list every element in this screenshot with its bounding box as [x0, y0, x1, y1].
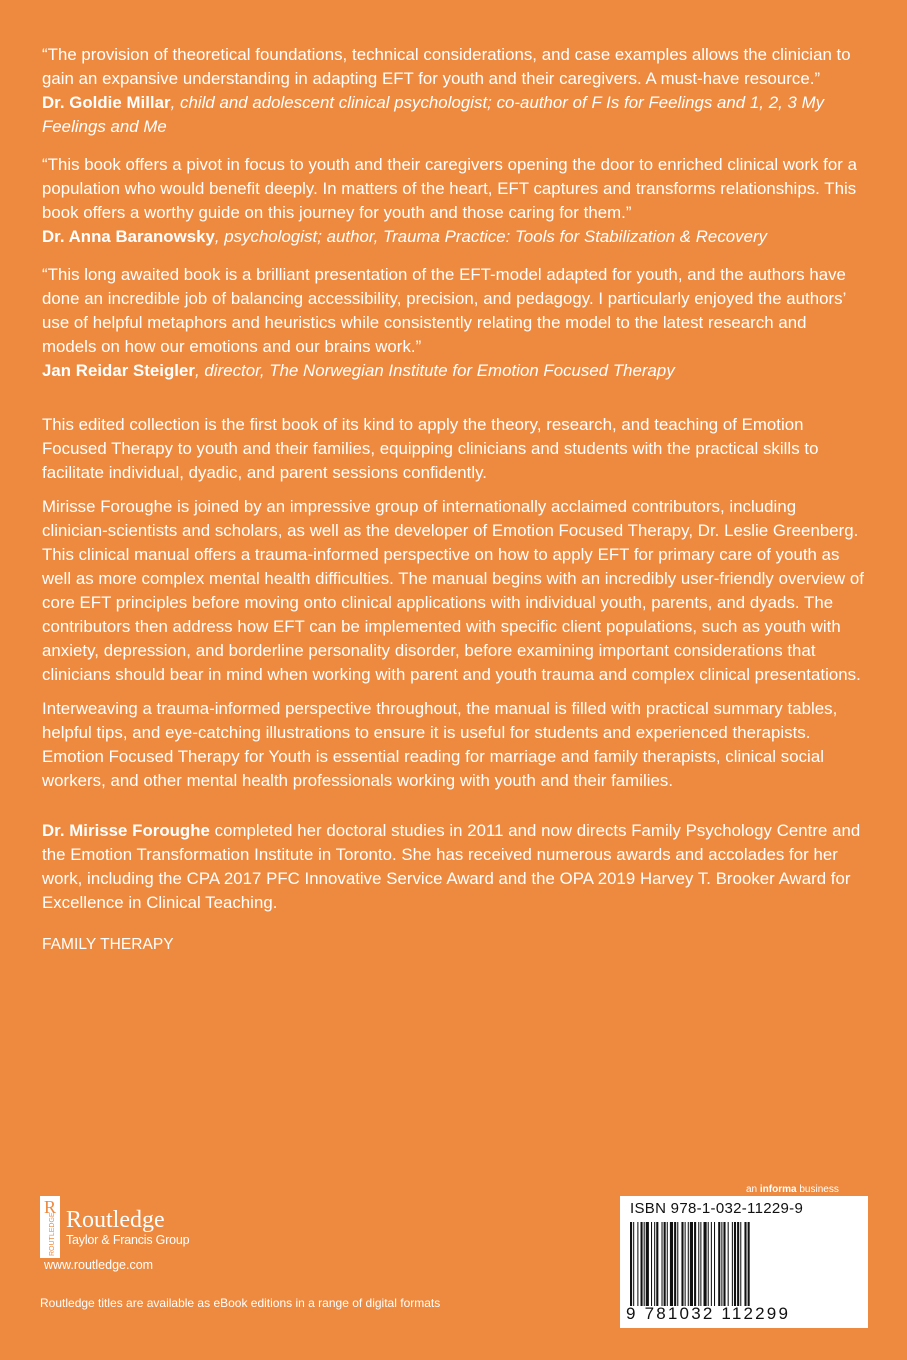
barcode-bar [656, 1222, 658, 1306]
publisher-text [66, 1207, 189, 1247]
barcode-bar [734, 1222, 736, 1306]
endorsement-1 [42, 43, 864, 139]
barcode-bar [723, 1222, 725, 1306]
endorser-role: , child and adolescent clinical psychologist; co-author of F Is for Feelings and 1, 2, 3 My Feelings and Me [42, 93, 825, 136]
routledge-logo-icon [40, 1196, 60, 1258]
barcode-bar [708, 1222, 709, 1306]
barcode-bar [718, 1222, 720, 1306]
barcode-bar [641, 1222, 643, 1306]
barcode-bar [737, 1222, 739, 1306]
barcode-bar [688, 1222, 689, 1306]
barcode-bar [700, 1222, 701, 1306]
endorsement-2 [42, 153, 864, 249]
barcode-bar [694, 1222, 696, 1306]
logo-letter: R [43, 1197, 57, 1217]
barcode-bar [740, 1222, 741, 1306]
barcode-bar [630, 1222, 632, 1306]
barcode-bar [704, 1222, 707, 1306]
barcode-bar [728, 1222, 729, 1306]
endorsement-text: “The provision of theoretical foundations, technical considerations, and case examples allows the clinician to gain an expansive understanding in adapting EFT for youth and their caregivers. A must-have resource.” [42, 45, 851, 88]
barcode-bar [637, 1222, 638, 1306]
endorsement-attribution [42, 91, 864, 139]
publisher-logo [40, 1196, 189, 1258]
author-bio-text: completed her doctoral studies in 2011 and now directs Family Psychology Centre and the Emotion Transformation Institute in Toronto. She has received numerous awards and accolades for her work, including the CPA 2017 PFC Innovative Service Award and the OPA 2019 Harvey T. Brooker Award for Excellence in Clinical Teaching. [42, 821, 861, 912]
barcode-bar [698, 1222, 699, 1306]
barcode-bar [677, 1222, 678, 1306]
barcode-bars [630, 1222, 858, 1306]
endorser-name: Dr. Anna Baranowsky [42, 227, 215, 246]
barcode-bar [646, 1222, 649, 1306]
barcode-bar [651, 1222, 652, 1306]
subject-category: FAMILY THERAPY [42, 936, 174, 953]
author-bio [42, 819, 864, 915]
barcode-bar [654, 1222, 655, 1306]
back-cover-text [42, 43, 864, 957]
informa-brand: informa [759, 1184, 797, 1195]
barcode-bar [732, 1222, 733, 1306]
endorsement-text: “This long awaited book is a brilliant presentation of the EFT-model adapted for youth, and the authors have done an incredible job of balancing accessibility, precision, and pedagogy. I particularly enjoyed the authors’ use of helpful metaphors and heuristics while consistently relating the model to the latest research and models on how our emotions and our brains work.” [42, 265, 846, 356]
barcode-bar [690, 1222, 693, 1306]
publisher-name: Routledge [66, 1207, 165, 1233]
barcode-bar [714, 1222, 715, 1306]
ebook-note: Routledge titles are available as eBook editions in a range of digital formats [40, 1296, 441, 1310]
barcode-bar [644, 1222, 645, 1306]
barcode-bar [664, 1222, 666, 1306]
author-name: Dr. Mirisse Foroughe [42, 821, 210, 840]
barcode-bar [681, 1222, 683, 1306]
isbn-label: ISBN 978-1-032-11229-9 [630, 1200, 804, 1217]
barcode-bar [667, 1222, 668, 1306]
endorser-role: , psychologist; author, Trauma Practice: Tools for Stabilization & Recovery [214, 227, 768, 246]
endorser-role: , director, The Norwegian Institute for Emotion Focused Therapy [194, 361, 675, 380]
description-paragraph-2: Mirisse Foroughe is joined by an impressive group of internationally acclaimed contributors, including clinician-scientists and scholars, as well as the developer of Emotion Focused Therapy, Dr. Leslie Greenberg. This clinical manual offers a trauma-informed perspective on how to apply EFT for primary care of youth as well as more complex mental health difficulties. The manual begins with an incredibly user-friendly overview of core EFT principles before moving onto clinical applications with individual youth, parents, and dyads. The contributors then address how EFT can be implemented with specific client populations, such as youth with anxiety, depression, and borderline personality disorder, before examining important considerations that clinicians should bear in mind when working with parent and youth trauma and complex clinical presentations. [42, 497, 865, 684]
informa-tagline: an informa business [746, 1184, 839, 1195]
barcode-bar [685, 1222, 686, 1306]
isbn-barcode [620, 1196, 868, 1328]
barcode-bar [748, 1222, 750, 1306]
barcode-bar [744, 1222, 746, 1306]
description-paragraph-1: This edited collection is the first book of its kind to apply the theory, research, and teaching of Emotion Focused Therapy to youth and their families, equipping clinicians and students with the practical skills to facilitate individual, dyadic, and parent sessions confidently. [42, 415, 819, 482]
logo-vertical-text: ROUTLEDGE [49, 1212, 56, 1256]
description-paragraph-3: Interweaving a trauma-informed perspective throughout, the manual is filled with practical summary tables, helpful tips, and eye-catching illustrations to ensure it is useful for students and experienced therapists. Emotion Focused Therapy for Youth is essential reading for marriage and family therapists, clinical social workers, and other mental health professionals working with youth and their families. [42, 699, 838, 790]
endorsement-attribution [42, 225, 864, 249]
barcode-bar [711, 1222, 712, 1306]
publisher-group: Taylor & Francis Group [66, 1233, 190, 1247]
endorser-name: Jan Reidar Steigler [42, 361, 195, 380]
endorsement-3 [42, 263, 864, 383]
endorser-name: Dr. Goldie Millar [42, 93, 171, 112]
barcode-bar [674, 1222, 676, 1306]
barcode-bar [670, 1222, 673, 1306]
barcode-bar [721, 1222, 722, 1306]
endorsement-attribution [42, 359, 864, 383]
barcode-bar [662, 1222, 663, 1306]
barcode-number: 9 781032 112299 [626, 1304, 791, 1323]
barcode-bar [633, 1222, 634, 1306]
endorsement-text: “This book offers a pivot in focus to youth and their caregivers opening the door to enriched clinical work for a population who would benefit deeply. In matters of the heart, EFT captures and transforms relationships. This book offers a worthy guide on this journey for youth and those caring for them.” [42, 155, 858, 222]
publisher-url: www.routledge.com [44, 1258, 154, 1272]
